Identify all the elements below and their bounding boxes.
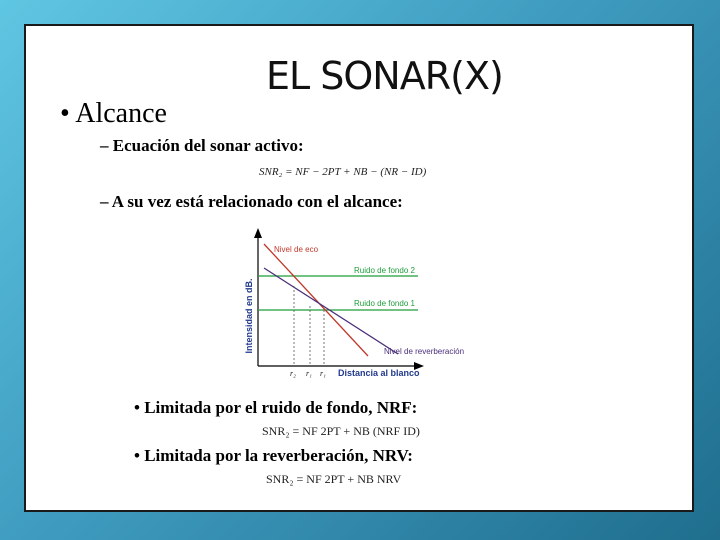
echo-line <box>264 244 368 356</box>
x-tick-r1b: r₁ <box>320 369 326 378</box>
range-chart <box>218 206 470 380</box>
bullet-reverb-limited: • Limitada por la reverberación, NRV: <box>134 446 413 465</box>
noise-1-label: Ruido de fondo 1 <box>354 299 415 308</box>
slide-title: EL SONAR(X) <box>266 54 503 98</box>
formula-noise-limited: SNR₂ = NF 2PT + NB (NRF ID) <box>262 424 420 438</box>
reverb-line <box>264 268 398 354</box>
x-axis-label: Distancia al blanco <box>338 368 420 378</box>
reverb-label: Nivel de reverberación <box>384 347 465 356</box>
bullet-alcance: • Alcance <box>60 98 167 129</box>
x-tick-r2: r₂ <box>290 369 296 378</box>
sub-bullet-equation: – Ecuación del sonar activo: <box>100 136 304 155</box>
y-axis-arrow-icon <box>254 228 262 238</box>
noise-2-label: Ruido de fondo 2 <box>354 266 415 275</box>
bullet-noise-limited: • Limitada por el ruido de fondo, NRF: <box>134 398 418 417</box>
y-axis-label: Intensidad en dB. <box>244 278 254 354</box>
formula-active-sonar: SNR₂ = NF − 2PT + NB − (NR − ID) <box>259 166 427 178</box>
x-tick-r1: r₁ <box>306 369 312 378</box>
echo-label: Nivel de eco <box>274 245 319 254</box>
sub-bullet-range: – A su vez está relacionado con el alcance: <box>100 192 403 211</box>
formula-reverb-limited: SNR₂ = NF 2PT + NB NRV <box>266 472 402 486</box>
